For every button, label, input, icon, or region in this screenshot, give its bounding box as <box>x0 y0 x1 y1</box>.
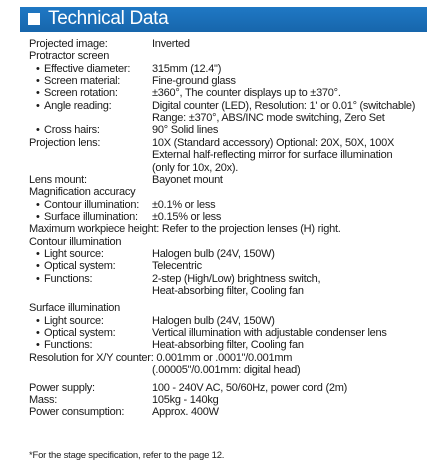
bullet-icon: • <box>36 247 40 260</box>
spec-label: Mass: <box>29 393 58 406</box>
section-header <box>20 7 427 32</box>
spec-label: Power supply: <box>29 381 95 394</box>
spec-label: Angle reading: <box>44 99 112 112</box>
spec-value: 2-step (High/Low) brightness switch, <box>152 272 321 285</box>
spec-value: Approx. 400W <box>152 406 219 419</box>
spec-value: External half-reflecting mirror for surface illumination <box>152 149 393 162</box>
bullet-icon: • <box>36 327 40 340</box>
spec-value: Digital counter (LED), Resolution: 1' or 0.01° (switchable) <box>152 99 416 112</box>
section-title: Technical Data <box>48 8 169 29</box>
spec-value: 100 - 240V AC, 50/60Hz, power cord (2m) <box>152 381 348 394</box>
bullet-icon: • <box>36 62 40 75</box>
spec-label: Surface illumination: <box>44 210 138 223</box>
spec-label: Contour illumination <box>29 235 122 248</box>
bullet-icon: • <box>36 198 40 211</box>
bullet-icon: • <box>36 75 40 87</box>
spec-label: Resolution for X/Y counter: 0.001mm or .0001"/0.001mm <box>29 351 293 364</box>
spec-label: Lens mount: <box>29 173 87 186</box>
spec-label: Surface illumination <box>29 302 120 315</box>
spec-value: (only for 10x, 20x). <box>152 161 239 174</box>
spec-label: Optical system: <box>44 327 116 340</box>
spec-value: Range: ±370°, ABS/INC mode switching, Zero Set <box>152 112 385 125</box>
spec-label: Cross hairs: <box>44 124 100 137</box>
spec-value: Halogen bulb (24V, 150W) <box>152 247 275 260</box>
bullet-icon: • <box>36 99 40 112</box>
bullet-icon: • <box>36 272 40 285</box>
spec-label: Contour illumination: <box>44 198 140 211</box>
spec-value: Fine-ground glass <box>152 75 236 87</box>
spec-value: Heat-absorbing filter, Cooling fan <box>152 339 304 352</box>
spec-label: Power consumption: <box>29 406 125 419</box>
bullet-icon: • <box>36 210 40 223</box>
spec-label: Protractor screen <box>29 50 110 63</box>
spec-value: ±0.1% or less <box>152 198 216 211</box>
bullet-icon: • <box>36 87 40 100</box>
bullet-icon: • <box>36 339 40 352</box>
spec-value: Bayonet mount <box>152 173 223 186</box>
spec-label: Effective diameter: <box>44 62 131 75</box>
spec-label: Screen material: <box>44 75 121 87</box>
spec-value: (.00005"/0.001mm: digital head) <box>152 364 301 377</box>
bullet-icon: • <box>36 260 40 273</box>
spec-value: Telecentric <box>152 260 202 273</box>
spec-value: 105kg - 140kg <box>152 393 219 406</box>
spec-value: ±0.15% or less <box>152 210 222 223</box>
spec-label: Screen rotation: <box>44 87 118 100</box>
spec-value: Heat-absorbing filter, Cooling fan <box>152 285 304 297</box>
spec-label: Projected image: <box>29 38 108 50</box>
spec-value: Inverted <box>152 38 190 50</box>
spec-label: Functions: <box>44 272 93 285</box>
spec-label: Functions: <box>44 339 93 352</box>
spec-label: Maximum workpiece height: Refer to the projection lenses (H) right. <box>29 223 341 236</box>
spec-value: 10X (Standard accessory) Optional: 20X, 50X, 100X <box>152 136 395 149</box>
spec-value: 315mm (12.4") <box>152 62 222 75</box>
spec-value: ±360°, The counter displays up to ±370°. <box>152 87 341 100</box>
spec-value: Vertical illumination with adjustable condenser lens <box>152 327 387 340</box>
spec-value: 90° Solid lines <box>152 124 219 137</box>
spec-label: Light source: <box>44 247 104 260</box>
spec-label: Light source: <box>44 314 104 327</box>
spec-value: Halogen bulb (24V, 150W) <box>152 314 275 327</box>
spec-label: Projection lens: <box>29 136 101 149</box>
square-bullet-icon <box>28 13 40 25</box>
spec-label: Optical system: <box>44 260 116 273</box>
bullet-icon: • <box>36 314 40 327</box>
bullet-icon: • <box>36 124 40 137</box>
spec-label: Magnification accuracy <box>29 186 136 199</box>
footnote: *For the stage specification, refer to the page 12. <box>29 450 225 461</box>
